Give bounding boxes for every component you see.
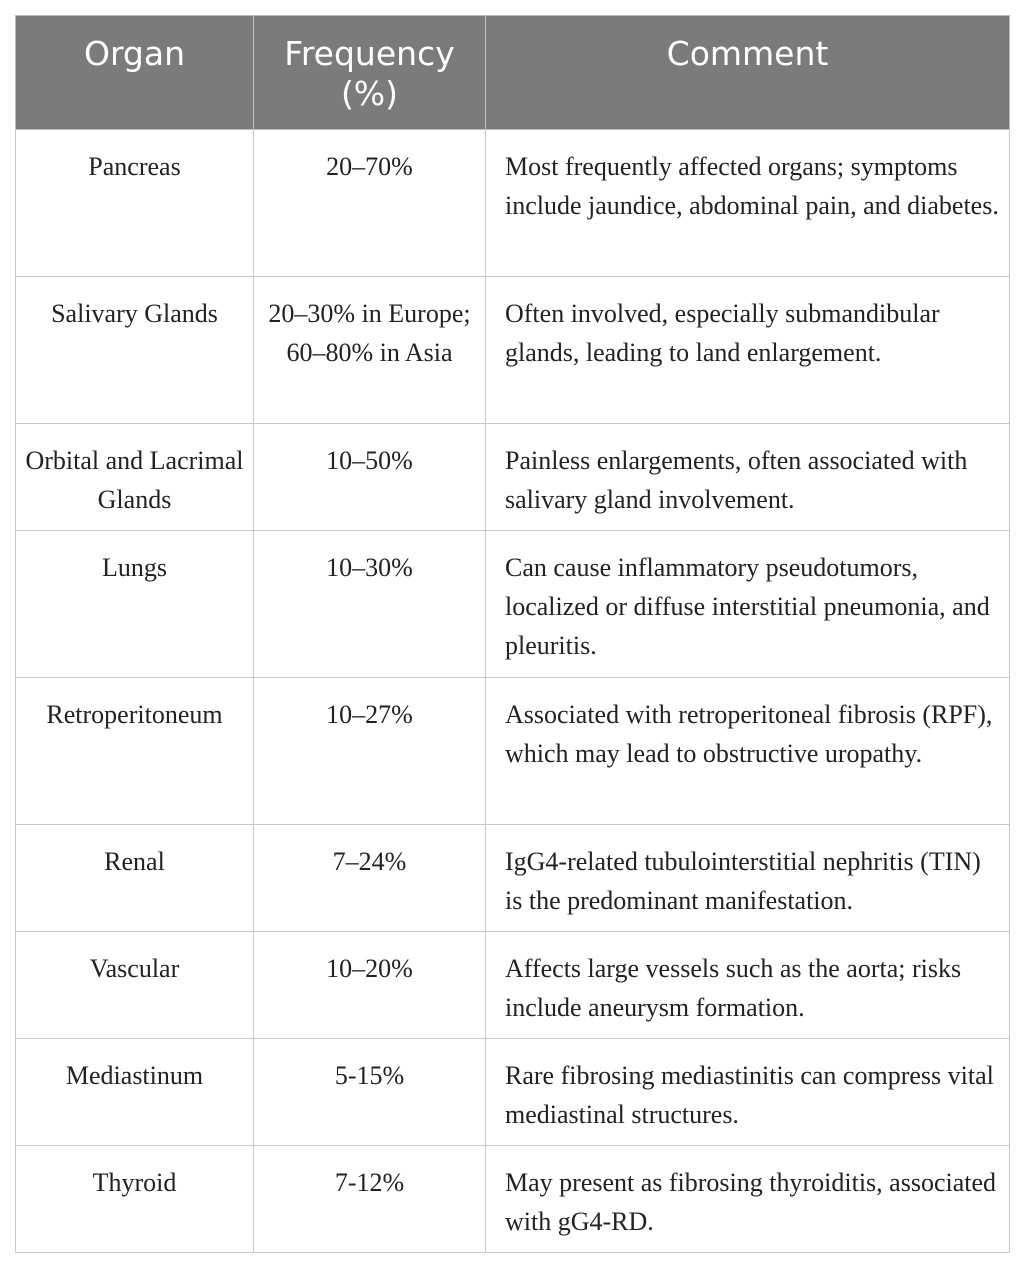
comment-cell: Affects large vessels such as the aorta; risks include aneurysm formation. bbox=[486, 932, 1010, 1039]
frequency-cell: 20–70% bbox=[254, 130, 486, 277]
comment-cell: Painless enlargements, often associated with salivary gland involvement. bbox=[486, 424, 1010, 531]
organ-cell: Mediastinum bbox=[16, 1039, 254, 1146]
frequency-cell: 10–30% bbox=[254, 531, 486, 678]
frequency-cell: 10–20% bbox=[254, 932, 486, 1039]
comment-cell: Rare fibrosing mediastinitis can compress vital mediastinal structures. bbox=[486, 1039, 1010, 1146]
comment-cell: IgG4-related tubulointerstitial nephritis (TIN) is the predominant manifestation. bbox=[486, 825, 1010, 932]
frequency-cell: 20–30% in Europe; 60–80% in Asia bbox=[254, 277, 486, 424]
organ-involvement-table bbox=[15, 15, 1010, 1253]
organ-involvement-table-container bbox=[15, 15, 1010, 1253]
table-row bbox=[16, 678, 1010, 825]
header-comment: Comment bbox=[486, 16, 1010, 130]
table-row bbox=[16, 932, 1010, 1039]
organ-cell: Vascular bbox=[16, 932, 254, 1039]
comment-cell: Often involved, especially submandibular glands, leading to land enlargement. bbox=[486, 277, 1010, 424]
frequency-cell: 10–27% bbox=[254, 678, 486, 825]
frequency-cell: 7–24% bbox=[254, 825, 486, 932]
comment-cell: Most frequently affected organs; symptoms include jaundice, abdominal pain, and diabetes. bbox=[486, 130, 1010, 277]
table-row bbox=[16, 424, 1010, 531]
table-row bbox=[16, 531, 1010, 678]
comment-cell: Associated with retroperitoneal fibrosis (RPF), which may lead to obstructive uropathy. bbox=[486, 678, 1010, 825]
organ-cell: Retroperitoneum bbox=[16, 678, 254, 825]
comment-cell: Can cause inflammatory pseudotumors, localized or diffuse interstitial pneumonia, and pleuritis. bbox=[486, 531, 1010, 678]
organ-cell: Salivary Glands bbox=[16, 277, 254, 424]
table-row bbox=[16, 1039, 1010, 1146]
header-frequency: Frequency (%) bbox=[254, 16, 486, 130]
frequency-cell: 5-15% bbox=[254, 1039, 486, 1146]
table-row bbox=[16, 130, 1010, 277]
organ-cell: Renal bbox=[16, 825, 254, 932]
frequency-cell: 7-12% bbox=[254, 1146, 486, 1253]
table-row bbox=[16, 1146, 1010, 1253]
organ-cell: Thyroid bbox=[16, 1146, 254, 1253]
frequency-cell: 10–50% bbox=[254, 424, 486, 531]
organ-cell: Pancreas bbox=[16, 130, 254, 277]
organ-cell: Lungs bbox=[16, 531, 254, 678]
table-row bbox=[16, 277, 1010, 424]
organ-cell: Orbital and Lacrimal Glands bbox=[16, 424, 254, 531]
header-row bbox=[16, 16, 1010, 130]
table-row bbox=[16, 825, 1010, 932]
header-organ: Organ bbox=[16, 16, 254, 130]
comment-cell: May present as fibrosing thyroiditis, associated with gG4-RD. bbox=[486, 1146, 1010, 1253]
